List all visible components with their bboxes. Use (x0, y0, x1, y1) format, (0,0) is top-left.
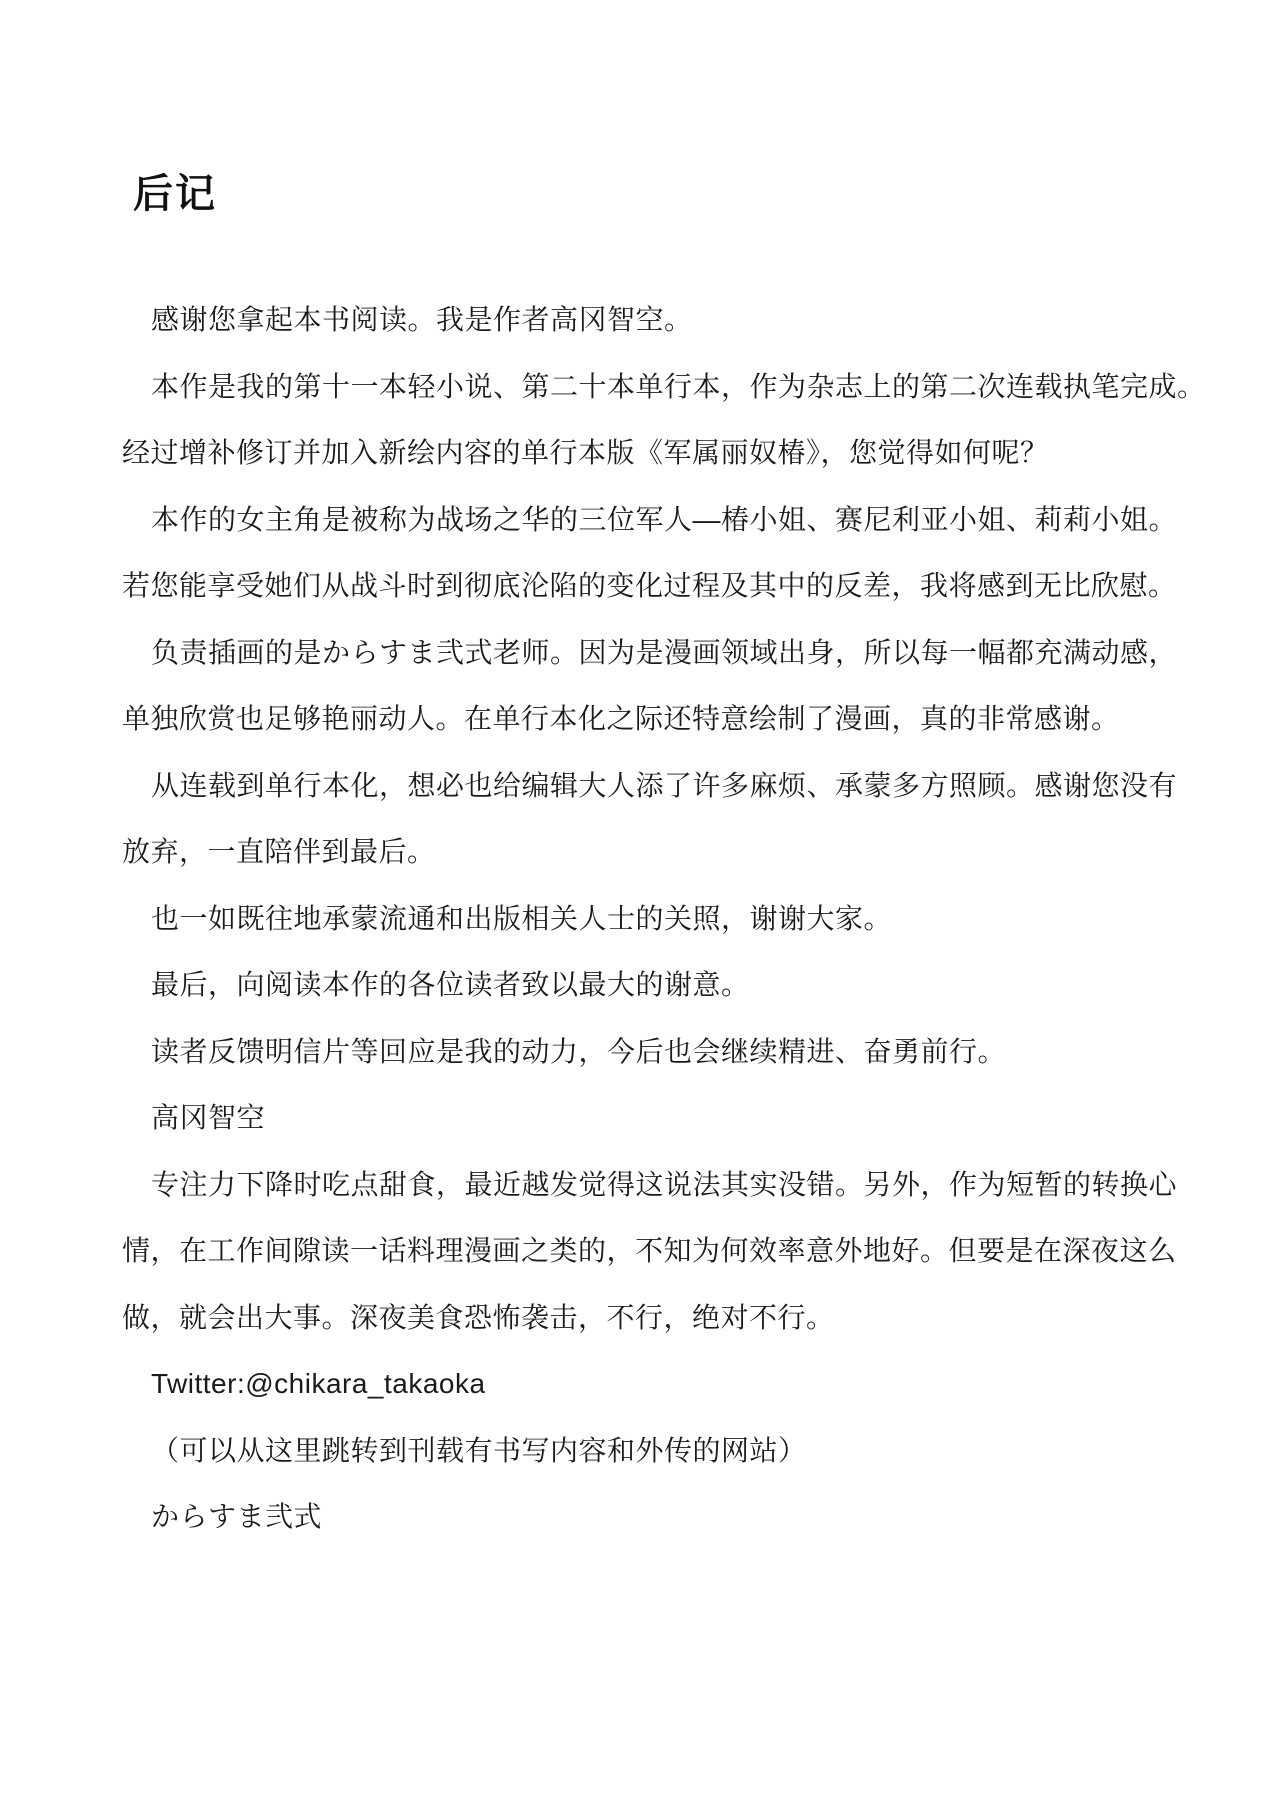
text-line: 做，就会出大事。深夜美食恐怖袭击，不行，绝对不行。 (122, 1301, 835, 1333)
text-line: Twitter:@chikara_takaoka (151, 1368, 486, 1399)
page-title: 后记 (133, 172, 217, 216)
text-line: 最后，向阅读本作的各位读者致以最大的谢意。 (151, 969, 750, 1000)
text-line: 读者反馈明信片等回应是我的动力，今后也会继续精进、奋勇前行。 (151, 1035, 1007, 1067)
text-line: 放弃，一直陪伴到最后。 (122, 836, 436, 867)
text-line: 本作的女主角是被称为战场之华的三位军人—椿小姐、赛尼利亚小姐、莉莉小姐。 (151, 503, 1178, 535)
text-line: 感谢您拿起本书阅读。我是作者高冈智空。 (151, 304, 693, 335)
text-line: 经过增补修订并加入新绘内容的单行本版《军属丽奴椿》，您觉得如何呢？ (122, 437, 1049, 468)
text-line: 若您能享受她们从战斗时到彻底沦陷的变化过程及其中的反差，我将感到无比欣慰。 (122, 570, 1177, 601)
text-line: （可以从这里跳转到刊载有书写内容和外传的网站） (151, 1434, 807, 1466)
text-line: 专注力下降时吃点甜食，最近越发觉得这说法其实没错。另外，作为短暂的转换心 (151, 1168, 1178, 1200)
text-line: 高冈智空 (151, 1102, 266, 1133)
text-line: 单独欣赏也足够艳丽动人。在单行本化之际还特意绘制了漫画，真的非常感谢。 (122, 703, 1120, 734)
text-line: 也一如既往地承蒙流通和出版相关人士的关照，谢谢大家。 (151, 902, 893, 934)
text-line: 负责插画的是からすま弐式老师。因为是漫画领域出身，所以每一幅都充满动感， (151, 636, 1178, 668)
afterword-body (122, 287, 1206, 1551)
text-line: 从连载到单行本化，想必也给编辑大人添了许多麻烦、承蒙多方照顾。感谢您没有 (151, 769, 1178, 801)
text-line: 本作是我的第十一本轻小说、第二十本单行本，作为杂志上的第二次连载执笔完成。 (151, 370, 1206, 402)
text-line: 情，在工作间隙读一话料理漫画之类的，不知为何效率意外地好。但要是在深夜这么 (122, 1235, 1177, 1266)
text-line: からすま弐式 (151, 1501, 323, 1532)
